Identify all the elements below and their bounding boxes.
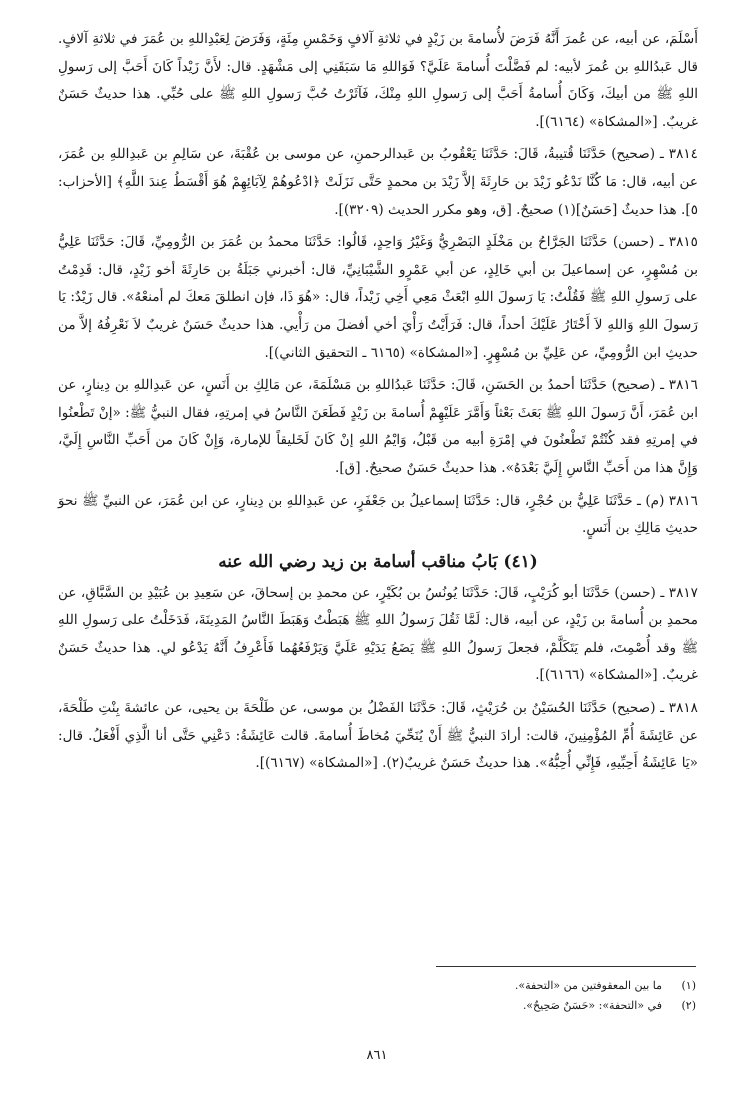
- footnote-divider: [436, 966, 696, 967]
- page-number: ٨٦١: [366, 1048, 388, 1063]
- footnotes: [58, 976, 698, 1016]
- footnote-number: (٢): [681, 999, 696, 1012]
- hadith-paragraph: ٣٨١٤ ـ (صحيح) حَدَّثَنَا قُتيبةُ، قَالَ: حَدَّثَنَا يَعْقُوبُ بن عَبدالرحمنِ، عن موسى بن عُقْبَةَ، عن سَالِمِ بن عَبدِاللهِ بن عُمَرَ، عن أبيه، قال: مَا كُنَّا نَدْعُو زَيْدَ بن حَارِثَةَ إلاَّ زَيْدَ بن محمدٍ حَتَّى نَزَلَتْ ﴿ادْعُوهُمْ لِآبَائِهِمْ هُوَ أَقْسَطُ عِندَ اللَّهِ﴾ [الأحزاب: ٥]. هذا حديثٌ [حَسَنٌ](١) صحيحٌ. [ق، وهو مكرر الحديث (٣٢٠٩)].: [58, 146, 698, 218]
- hadith-paragraph: ٣٨١٥ ـ (حسن) حَدَّثَنَا الجَرَّاحُ بن مَخْلَدٍ البَصْرِيُّ وَغَيْرُ وَاحِدٍ، قَالُوا: حَدَّثَنَا محمدُ بن عُمَرَ بن الرُّومِيِّ، قَالَ: حَدَّثَنَا عَلِيُّ بن مُسْهِرٍ، عن إسماعيلَ بن أبي خَالِدٍ، عن أبي عَمْرٍو الشَّيْبَانِيِّ، قال: أخبرني جَبَلَةُ بن حَارِثَةَ أخو زَيْدٍ، قال: قَدِمْتُ على رَسولِ اللهِ ﷺ فَقُلْتُ: يَا رَسولَ اللهِ ابْعَثْ مَعِي أَخِي زَيْداً، قال: «هُوَ ذَا، فإن انطلقَ مَعكَ لم أمنعْهُ». قال زَيْدٌ: يَا رَسولَ اللهِ وَاللهِ لاَ أَخْتَارُ عَلَيْكَ أحداً، قال: فَرَأَيْتُ رَأْيَ أخي أفضلَ من رَأْيي. هذا حديثٌ حَسَنٌ غريبٌ لاَ نَعْرِفُهُ إلاَّ من حديثِ ابن الرُّومِيِّ، عن عَلِيِّ بن مُسْهِرٍ. [«المشكاة» (٦١٦٥ ـ التحقيق الثاني)].: [58, 234, 698, 361]
- hadith-paragraph: ٣٨١٦ ـ (صحيح) حَدَّثَنَا أحمدُ بن الحَسَنِ، قَالَ: حَدَّثَنَا عَبدُاللهِ بن مَسْلَمَةَ، عن مَالِكِ بن أَنَسٍ، عن عَبدِاللهِ بن دِينارٍ، عن ابن عُمَرَ، أَنَّ رَسولَ اللهِ ﷺ بَعَثَ بَعْثاً وَأَمَّرَ عَلَيْهِمْ أُسامةَ بن زَيْدٍ فَطَعَنَ النَّاسُ في إمرتِهِ، فقال النبيُّ ﷺ: «إنْ تَطْعنُوا في إمرتِهِ فقد كُنْتُمْ تَطْعنُونَ في إمْرَةِ أبيه من قَبْلُ، وَايْمُ اللهِ إنْ كَانَ لَخَليقاً للإمارة، وَإِنْ كَانَ من أَحَبِّ النَّاسِ إِلَيَّ، وَإِنَّ هذا من أَحَبِّ النَّاسِ إِلَيَّ بَعْدَهُ». هذا حديثٌ حَسَنٌ صحيحٌ. [ق].: [58, 377, 698, 476]
- footnote: [58, 976, 698, 996]
- footnote-number: (١): [681, 979, 696, 992]
- hadith-paragraph: ٣٨١٨ ـ (صحيح) حَدَّثَنَا الحُسَيْنُ بن حُرَيْثٍ، قَالَ: حَدَّثَنَا الفَضْلُ بن موسى، عن طَلْحَةَ بن يحيى، عن عائشةَ بِنْتِ طَلْحَةَ، عن عَائِشَةَ أُمِّ المُؤْمِنِينَ، قالت: أرادَ النبيُّ ﷺ أَنْ يُنَحِّيَ مُخاطَ أُسامةَ. قالت عَائِشَةُ: دَعْنِي حَتَّى أنا الَّذِي أَفْعَلُ. قال: «يَا عَائِشَةُ أَحِبِّيهِ، فَإِنِّي أُحِبُّهُ». هذا حديثٌ حَسَنٌ غريبٌ(٢). [«المشكاة» (٦١٦٧)].: [58, 700, 698, 772]
- footnote: [58, 996, 698, 1016]
- footnote-text: في «التحفة»: «حَسَنٌ صَحِيحٌ».: [522, 999, 662, 1012]
- hadith-paragraph: ٣٨١٧ ـ (حسن) حَدَّثَنَا أبو كُرَيْبٍ، قَالَ: حَدَّثَنَا يُونُسُ بن بُكَيْرٍ، عن محمدِ بن إسحاقَ، عن سَعِيدِ بن عُبَيْدِ بن السَّبَّاقِ، عن محمدِ بن أُسامةَ بن زَيْدٍ، عن أبيه، قال: لَمَّا ثَقُلَ رَسولُ اللهِ ﷺ هَبَطْتُ وَهَبَطَ النَّاسُ المَدِينَةَ، فَدَخَلْتُ على رَسولِ اللهِ ﷺ وقد أُصْمِتَ، فلم يَتَكَلَّمْ، فجعلَ رَسولُ اللهِ ﷺ يَضَعُ يَدَيْهِ عَلَيَّ وَيَرْفَعُهُما فَأَعْرِفُ أَنَّهُ يَدْعُو لي. هذا حديثٌ حَسَنٌ غريبٌ. [«المشكاة» (٦١٦٦)].: [58, 584, 698, 684]
- hadith-paragraph: أَسْلَمَ، عن أبيه، عن عُمرَ أَنَّهُ فَرَضَ لأُسامةَ بن زَيْدٍ في ثلاثةِ آلافٍ وَخَمْسِ مِئَةٍ، وَفَرَضَ لِعَبْدِاللهِ بن عُمَرَ في ثلاثةِ آلافٍ. قال عَبدُاللهِ بن عُمرَ لأبيه: لم فَضَّلْتَ أُسامةَ عَلَيَّ؟ فَوَاللهِ مَا سَبَقَنِي إلى مَشْهَدٍ. قال: لأَنَّ زَيْداً كَانَ أَحَبَّ إلى رَسولِ اللهِ ﷺ من أبيكَ، وَكَانَ أُسامةُ أَحَبَّ إلى رَسولِ اللهِ مِنْكَ، فَآثَرْتُ حُبَّ رَسولِ اللهِ ﷺ على حُبِّي. هذا حديثٌ حَسَنٌ غريبٌ. [«المشكاة» (٦١٦٤)].: [58, 31, 698, 130]
- page-body: [58, 26, 698, 783]
- footnote-text: ما بين المعقوفتين من «التحفة».: [514, 979, 662, 992]
- hadith-paragraph: ٣٨١٦ (م) ـ حَدَّثَنَا عَلِيُّ بن حُجْرٍ، قال: حَدَّثَنَا إسماعيلُ بن جَعْفَرٍ، عن عَبدِاللهِ بن دِينارٍ، عن ابن عُمَرَ، عن النبيِّ ﷺ نحوَ حديثِ مَالِكِ بن أَنَسٍ.: [58, 492, 698, 537]
- chapter-heading: (٤١) بَابُ مناقب أسامة بن زيد رضي الله عنه: [218, 551, 538, 572]
